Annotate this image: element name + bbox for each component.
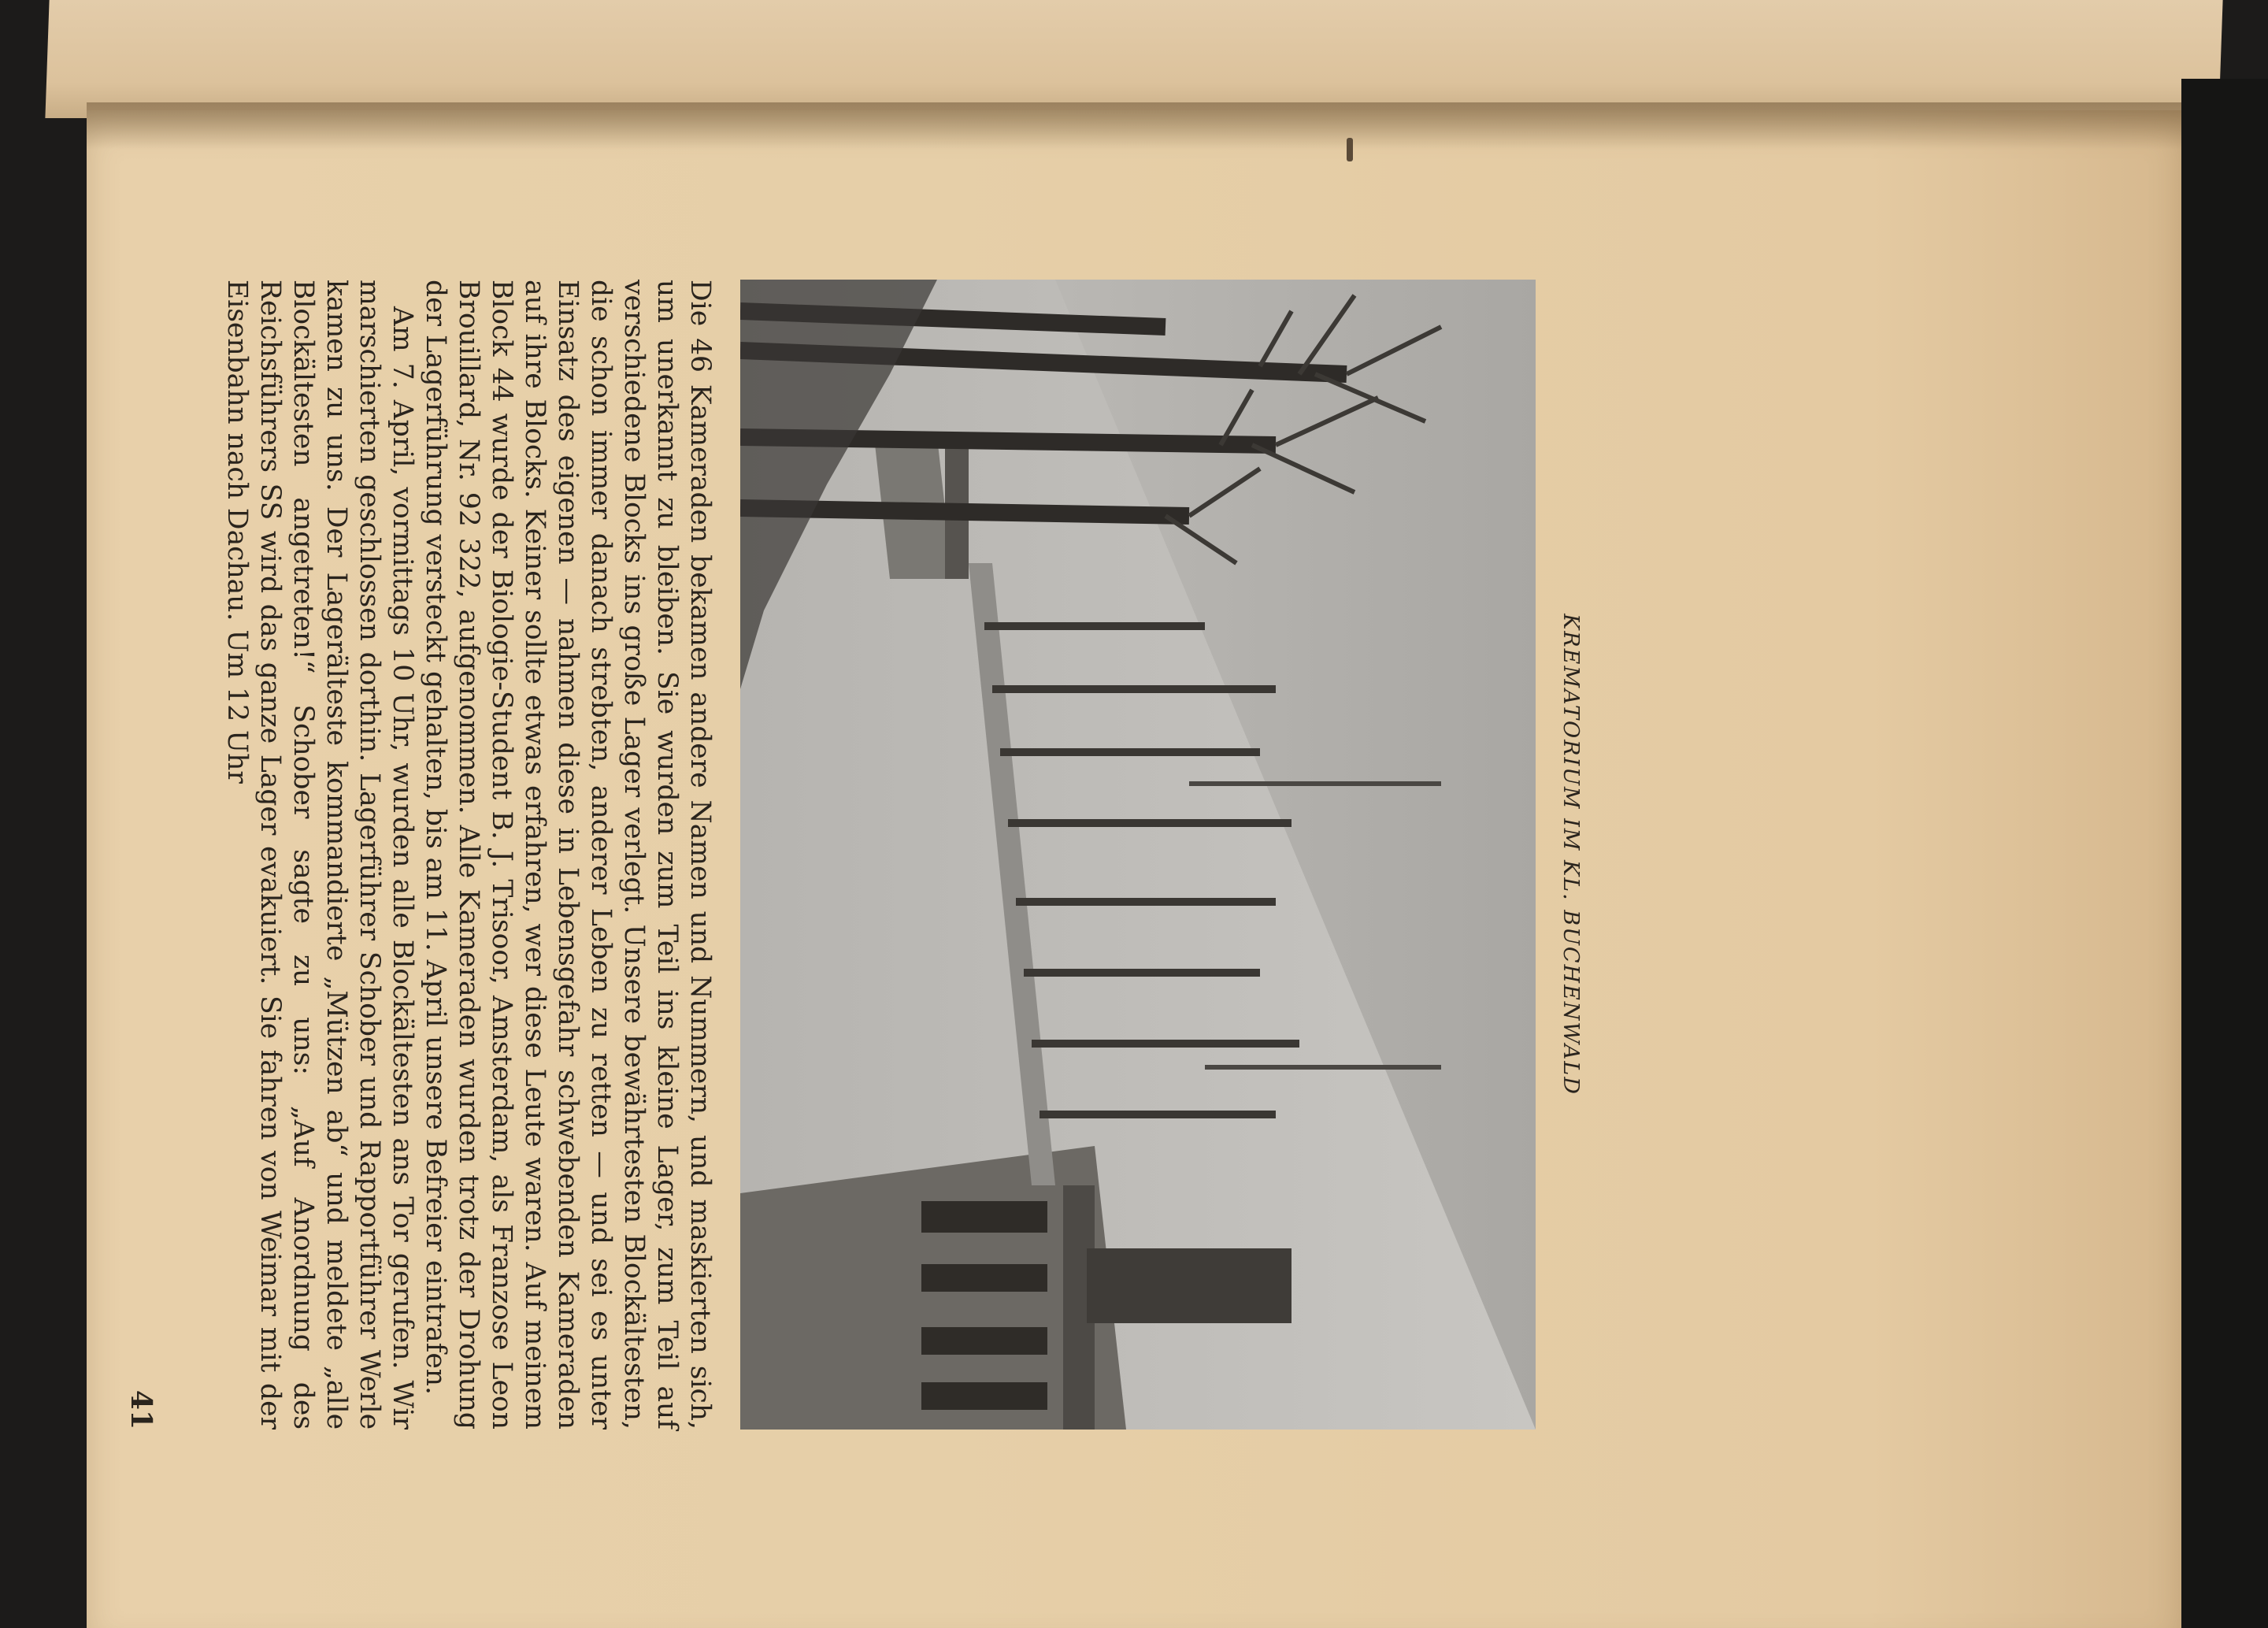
ink-speck (1347, 138, 1353, 161)
body-text (220, 280, 717, 1430)
background-edge (2181, 79, 2268, 1628)
previous-page-edge (45, 0, 2222, 118)
photo-caption: KREMATORIUM IM KL. BUCHENWALD (1558, 614, 1583, 1096)
rotated-page-content (0, 280, 1583, 1430)
paragraph-2: Am 7. April, vormittags 10 Uhr, wurden alle Blockältesten ans Tor gerufen. Wir marschierten geschlossen dorthin. Lagerführer Schober und Rapportführer Werle kamen zu uns. Der Lagerälteste kommandierte „Mützen ab“ und meldete „alle Blockältesten angetreten!“ Schober sagte zu uns: „Auf Anordnung des Reichsführers SS wird das ganze Lager evakuiert. Sie fahren von Weimar mit der Eisenbahn nach Dachau. Um 12 Uhr (221, 280, 418, 1430)
photo-illustration (740, 280, 1536, 1430)
page-number: 41 (124, 1389, 158, 1430)
paragraph-1: Die 46 Kameraden bekamen andere Namen und Nummern, und maskierten sich, um unerkannt zu bleiben. Sie wurden zum Teil ins kleine Lager, zum Teil auf verschiedene Blocks ins große Lager verlegt. Unsere bewährtesten Blockältesten, die schon immer danach strebten, anderer Leben zu retten — und sei es unter Einsatz des eigenen — nahmen diese in Lebensgefahr schwebenden Kameraden auf ihre Blocks. Keiner sollte etwas erfahren, wer diese Leute waren. Auf meinem Block 44 wurde der Biologie-Student B. J. Trisoor, Amsterdam, als Franzose Leon Brouillard, Nr. 92 322, aufgenommen. Alle Kameraden wurden trotz der Drohung der Lagerführung versteckt gehalten, bis am 11. April unsere Befreier eintrafen. (420, 280, 716, 1430)
crematorium-photo (740, 280, 1536, 1430)
gutter-shadow (87, 102, 2181, 150)
